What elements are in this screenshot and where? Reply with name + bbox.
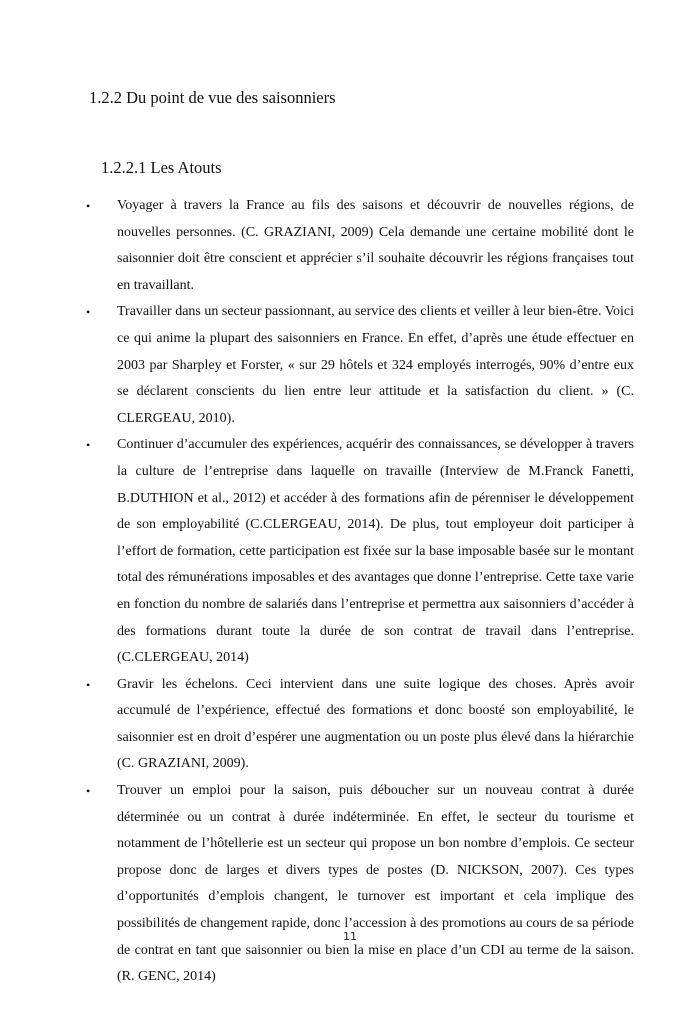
bullet-list [86,193,634,991]
list-item [86,299,634,432]
list-item [86,432,634,671]
bullet-icon: • [86,784,91,799]
section-heading: 1.2.2 Du point de vue des saisonniers [89,88,336,107]
bullet-icon: • [86,677,91,692]
page-number: 11 [343,930,357,943]
subsection-heading: 1.2.2.1 Les Atouts [101,158,222,177]
list-item-text: Continuer d’accumuler des expériences, acquérir des connaissances, se développer à travers la culture de l’entreprise dans laquelle on travaille (Interview de M.Franck Fanetti, B.DUTHION et al., 2012) et accéder à des formations afin de pérenniser le développement de son employabilité (C.CLERGEAU, 2014). De plus, tout employeur doit participer à l’effort de formation, cette participation est fixée sur la base imposable basée sur le montant total des rémunérations imposables et des avantages que donne l’entreprise. Cette taxe varie en fonction du nombre de salariés dans l’entreprise et permettra aux saisonniers d’accéder à des formations durant toute la durée de son contrat de travail dans l’entreprise. (C.CLERGEAU, 2014) [117,437,634,666]
list-item [86,778,634,991]
list-item [86,672,634,778]
bullet-icon: • [86,438,91,453]
bullet-icon: • [86,199,91,213]
list-item-text: Trouver un emploi pour la saison, puis déboucher sur un nouveau contrat à durée déterminée ou un contrat à durée indéterminée. En effet, le secteur du tourisme et notamment de l’hôtellerie est un secteur qui propose un bon nombre d’emplois. Ce secteur propose donc de larges et divers types de postes (D. NICKSON, 2007). Ces types d’opportunités d’emplois changent, le turnover est important et cela implique des possibilités de changement rapide, donc l’accession à des promotions au cours de sa période de contrat en tant que saisonnier ou bien la mise en place d’un CDI au terme de la saison. (R. GENC, 2014) [117,783,634,985]
list-item-text: Gravir les échelons. Ceci intervient dans une suite logique des choses. Après avoir accumulé de l’expérience, effectué des formations et donc boosté son employabilité, le saisonnier est en droit d’espérer une augmentation ou un poste plus élevé dans la hiérarchie (C. GRAZIANI, 2009). [117,676,634,772]
list-item-text: Travailler dans un secteur passionnant, au service des clients et veiller à leur bien-être. Voici ce qui anime la plupart des saisonniers en France. En effet, d’après une étude effectuer en 2003 par Sharpley et Forster, « sur 29 hôtels et 324 employés interrogés, 90% d’entre eux se déclarent conscients du lien entre leur attitude et la satisfaction du client. » (C. CLERGEAU, 2010). [117,304,634,426]
bullet-icon: • [86,305,91,320]
list-item-text: Voyager à travers la France au fils des saisons et découvrir de nouvelles régions, de nouvelles personnes. (C. GRAZIANI, 2009) Cela demande une certaine mobilité dont le saisonnier doit être conscient et apprécier s’il souhaite découvrir les régions françaises tout en travaillant. [117,198,634,293]
list-item [86,193,634,299]
